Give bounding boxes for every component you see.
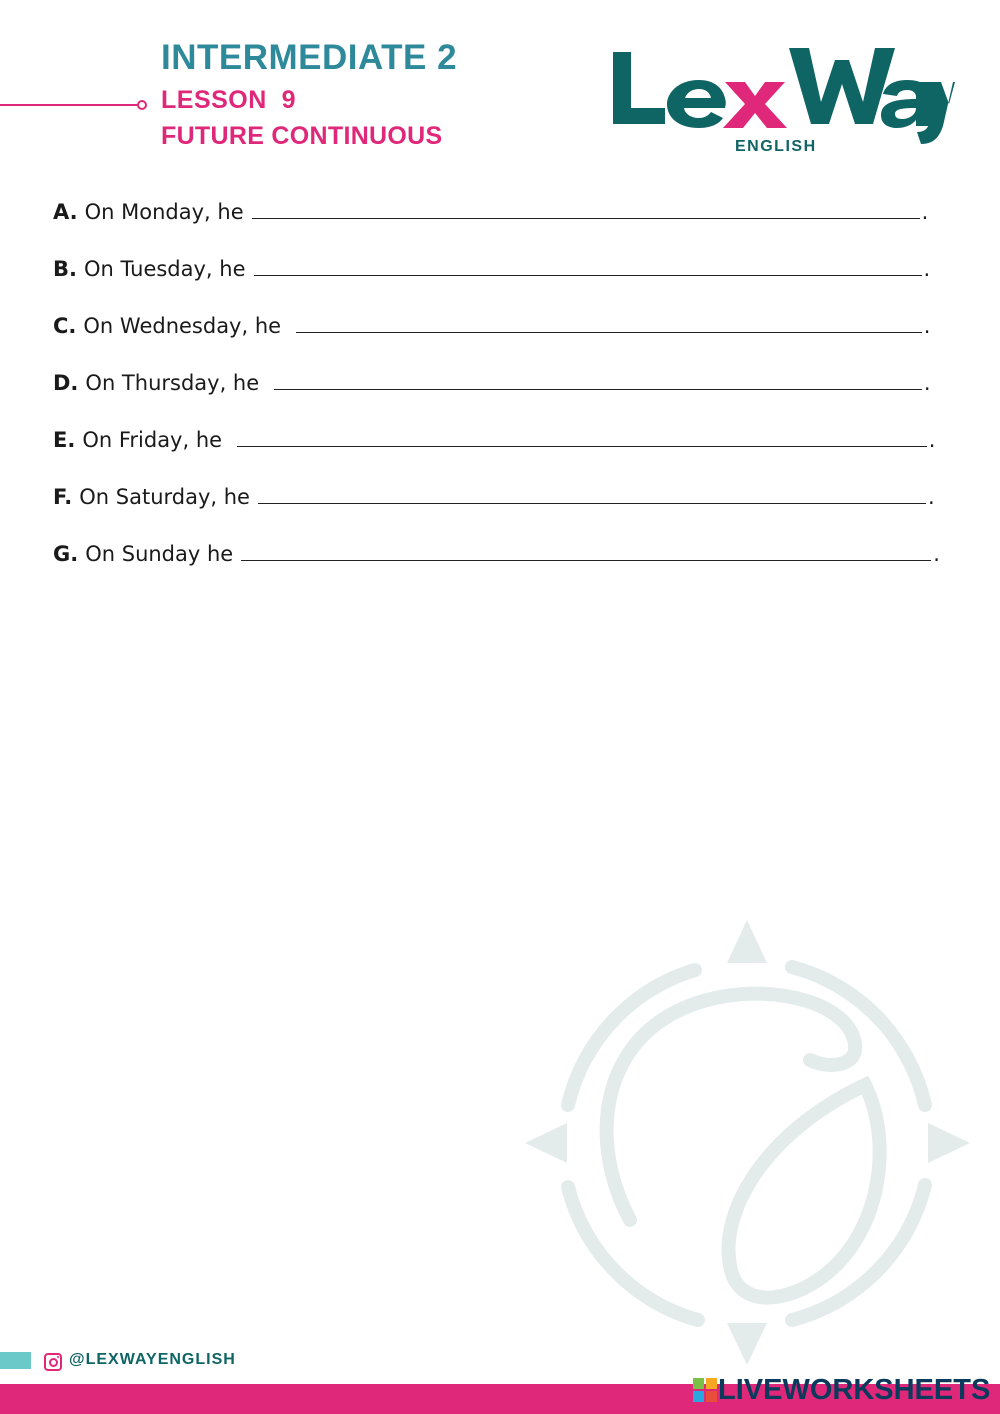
item-period: . <box>923 257 931 281</box>
item-prompt: On Saturday, he <box>79 485 250 509</box>
item-letter: F. <box>53 485 73 509</box>
lesson-number: LESSON 9 <box>161 86 297 114</box>
liveworksheets-brand: LIVEWORKSHEETS <box>718 1374 991 1406</box>
exercise-item-d <box>53 361 931 395</box>
item-prompt: On Thursday, he <box>85 371 266 395</box>
liveworksheets-logo-icon <box>693 1378 717 1402</box>
item-letter: E. <box>53 428 76 452</box>
answer-blank-e[interactable] <box>237 420 927 447</box>
compass-watermark-icon <box>520 915 975 1375</box>
item-period: . <box>928 428 936 452</box>
item-period: . <box>927 485 935 509</box>
item-prompt: On Wednesday, he <box>83 314 288 338</box>
item-letter: D. <box>53 371 79 395</box>
exercise-item-g <box>53 532 940 566</box>
exercise-item-f <box>53 475 935 509</box>
logo-subtitle: ENGLISH <box>735 138 817 155</box>
answer-blank-g[interactable] <box>241 534 931 561</box>
item-letter: B. <box>53 257 77 281</box>
item-period: . <box>933 542 940 566</box>
item-prompt: On Monday, he <box>84 200 244 224</box>
item-letter: A. <box>53 200 78 224</box>
header-decorative-line <box>0 104 138 106</box>
social-handle: @LEXWAYENGLISH <box>69 1351 236 1368</box>
answer-blank-b[interactable] <box>254 249 922 276</box>
item-letter: G. <box>53 542 79 566</box>
answer-blank-c[interactable] <box>296 306 922 333</box>
course-level-title: INTERMEDIATE 2 <box>161 38 458 77</box>
answer-blank-f[interactable] <box>258 477 926 504</box>
exercise-item-e <box>53 418 935 452</box>
item-prompt: On Friday, he <box>82 428 229 452</box>
exercise-item-b <box>53 247 930 281</box>
item-prompt: On Sunday he <box>85 542 234 566</box>
exercise-item-c <box>53 304 930 338</box>
item-prompt: On Tuesday, he <box>83 257 246 281</box>
answer-blank-d[interactable] <box>274 363 922 390</box>
header-line-dot <box>137 100 147 110</box>
item-period: . <box>921 200 929 224</box>
exercise-item-a <box>53 190 928 224</box>
item-period: . <box>923 371 931 395</box>
answer-blank-a[interactable] <box>252 192 920 219</box>
item-letter: C. <box>53 314 77 338</box>
footer-accent-tab <box>0 1352 31 1369</box>
item-period: . <box>923 314 931 338</box>
lesson-topic: FUTURE CONTINUOUS <box>161 122 443 150</box>
instagram-icon <box>44 1353 62 1371</box>
